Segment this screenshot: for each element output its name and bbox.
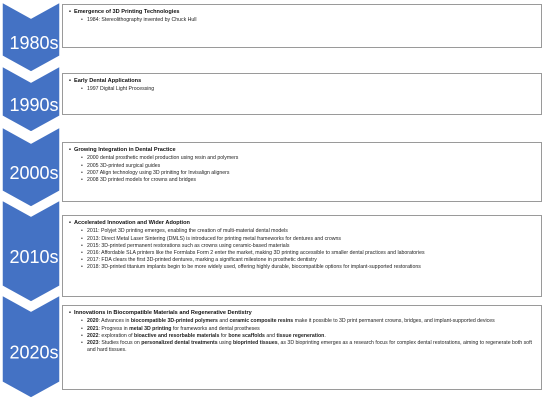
milestone-text: 2008 3D printed models for crowns and bridges <box>87 176 196 183</box>
era-title-row <box>69 310 535 317</box>
milestone-text: : Progress in <box>98 325 130 332</box>
milestone-text: : exploration of <box>98 332 135 339</box>
milestone-item <box>81 177 535 184</box>
milestone-text: 2020 <box>87 318 99 325</box>
milestone-item <box>81 236 535 243</box>
decade-label: 2010s <box>9 247 59 267</box>
era-box-2000s <box>62 142 542 202</box>
milestone-list <box>69 17 535 24</box>
era-title: Early Dental Applications <box>73 78 142 84</box>
era-title-row <box>69 147 535 154</box>
era-title: Growing Integration in Dental Practice <box>73 147 176 153</box>
milestone-item <box>81 340 535 354</box>
decade-label: 1990s <box>9 95 59 115</box>
bullet-icon: • <box>69 147 71 153</box>
milestone-item <box>81 86 535 93</box>
milestone-text: 2005 3D-printed surgical guides <box>87 162 161 169</box>
milestone-item <box>81 163 535 170</box>
milestone-item <box>81 318 535 325</box>
milestone-text: 2022 <box>87 332 99 339</box>
era-title: Innovations in Biocompatible Materials and Regenerative Dentistry <box>73 310 252 316</box>
milestone-text: personalized dental treatments <box>141 339 218 346</box>
era-title: Accelerated Innovation and Wider Adoption <box>73 220 190 226</box>
milestone-item <box>81 228 535 235</box>
milestone-text: make it possible to 3D print permanent crowns, bridges, and implant-supported devices <box>293 318 495 325</box>
milestone-text: 2021 <box>87 325 99 332</box>
era-title-row <box>69 220 535 227</box>
milestone-list <box>69 155 535 183</box>
milestone-text: 2023 <box>87 339 99 346</box>
milestone-item <box>81 326 535 333</box>
milestone-text: : Studies focus on <box>98 339 142 346</box>
milestone-text: metal 3D printing <box>129 325 172 332</box>
decade-label: 2000s <box>9 163 59 183</box>
milestone-text: bone scaffolds <box>228 332 265 339</box>
era-box-1990s <box>62 73 542 115</box>
milestone-item <box>81 257 535 264</box>
milestone-text: 2017: FDA clears the first 3D-printed dentures, marking a significant milestone in prosthetic dentistry <box>87 256 317 263</box>
milestone-item <box>81 17 535 24</box>
milestone-item <box>81 243 535 250</box>
milestone-text: 2013: Direct Metal Laser Sintering (DMLS) is introduced for printing metal frameworks for dentures and crowns <box>87 235 342 242</box>
milestone-text: bioactive and resorbable materials <box>134 332 220 339</box>
milestone-text: 2015: 3D-printed permanent restorations such as crowns using ceramic-based materials <box>87 242 290 249</box>
milestone-list <box>69 318 535 353</box>
milestone-item <box>81 250 535 257</box>
milestone-text: for frameworks and dental prostheses <box>171 325 260 332</box>
milestone-text: for <box>219 332 229 339</box>
era-title: Emergence of 3D Printing Technologies <box>73 9 180 15</box>
era-box-2020s <box>62 305 542 390</box>
milestone-item <box>81 264 535 271</box>
milestone-text: 1997 Digital Light Processing <box>87 86 155 93</box>
era-title-row <box>69 9 535 16</box>
milestone-item <box>81 333 535 340</box>
milestone-text: 2016: Affordable SLA printers like the Formlabs Form 2 enter the market, making 3D printing accessible to smaller dental practices and laboratories <box>87 249 425 256</box>
milestone-text: and <box>264 332 277 339</box>
era-box-1980s <box>62 4 542 48</box>
milestone-list <box>69 228 535 270</box>
milestone-text: ceramic composite resins <box>229 318 294 325</box>
era-box-2010s <box>62 215 542 297</box>
milestone-text: 2000 dental prosthetic model production using resin and polymers <box>87 155 239 162</box>
milestone-text: biocompatible 3D-printed polymers <box>130 318 218 325</box>
milestone-text: 2011: Polyjet 3D printing emerges, enabling the creation of multi-material dental models <box>87 228 288 235</box>
milestone-item <box>81 155 535 162</box>
milestone-text: using <box>217 339 233 346</box>
bullet-icon: • <box>69 78 71 84</box>
milestone-item <box>81 170 535 177</box>
milestone-text: 1984: Stereolithography invented by Chuck Hull <box>87 17 197 24</box>
era-title-row <box>69 78 535 85</box>
milestone-text: bioprinted tissues <box>232 339 278 346</box>
milestone-text: and <box>217 318 230 325</box>
milestone-text: 2007 Align technology using 3D priniting for Invisalign aligners <box>87 169 230 176</box>
bullet-icon: • <box>69 9 71 15</box>
bullet-icon: • <box>69 220 71 226</box>
milestone-text: , as 3D bioprinting emerges as a research focus for complex dental restorations, aiming to regenerate both soft and hard tissues. <box>87 339 532 353</box>
milestone-text: 2018: 3D-printed titanium implants begin to be more widely used, offering highly durable, biocompatible options for implant-supported restorations <box>87 263 421 270</box>
milestone-text: . <box>324 332 326 339</box>
decade-label: 1980s <box>9 33 59 53</box>
milestone-text: : Advances in <box>98 318 131 325</box>
milestone-list <box>69 86 535 93</box>
decade-label: 2020s <box>9 342 59 363</box>
bullet-icon: • <box>69 310 71 316</box>
milestone-text: tissue regeneration <box>276 332 325 339</box>
